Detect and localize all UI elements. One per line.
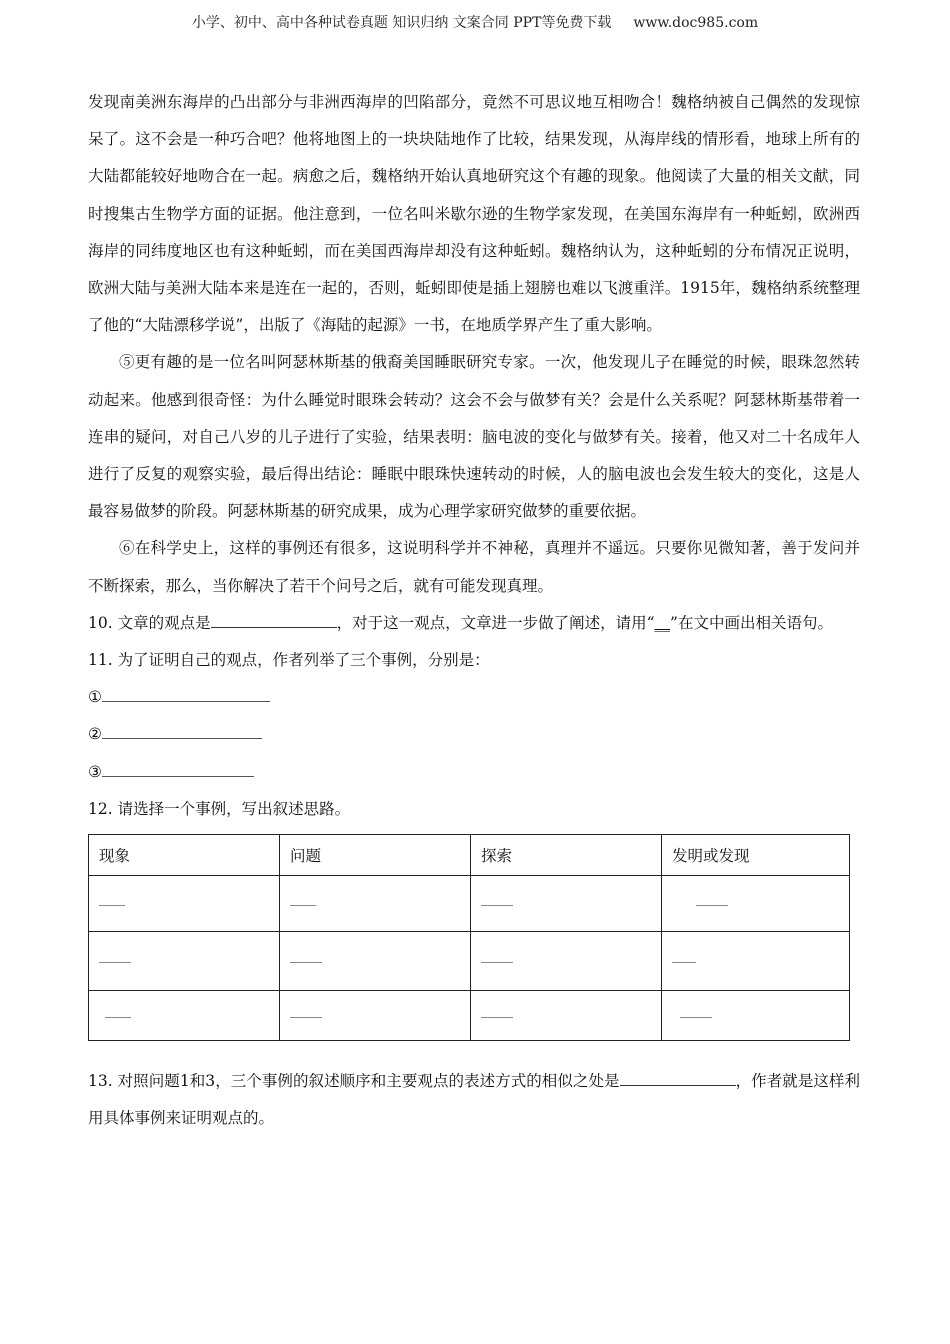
q10-suffix: ，对于这一观点，文章进一步做了阐述，请用“ <box>336 613 655 632</box>
q10-prefix: 10. 文章的观点是 <box>88 613 211 632</box>
header-text: 小学、初中、高中各种试卷真题 知识归纳 文案合同 PPT等免费下载 <box>191 15 612 31</box>
table-cell[interactable] <box>471 991 662 1041</box>
q13-answer-blank[interactable] <box>620 1084 736 1086</box>
table-row <box>89 991 850 1041</box>
q11-item-1 <box>88 679 860 716</box>
q11-item-2 <box>88 716 860 753</box>
narrative-table <box>88 834 850 1041</box>
question-10 <box>88 605 860 642</box>
table-cell[interactable] <box>662 932 850 991</box>
header-question: 问题 <box>280 835 471 876</box>
q11-item-2-label: ② <box>88 725 102 744</box>
table-cell[interactable] <box>89 876 280 932</box>
table-cell[interactable] <box>89 991 280 1041</box>
q11-item-3 <box>88 754 860 791</box>
page-header <box>0 12 950 32</box>
table-row <box>89 876 850 932</box>
q11-item-1-blank[interactable] <box>102 700 270 702</box>
table-row <box>89 932 850 991</box>
document-body <box>88 84 860 1137</box>
q11-item-3-label: ③ <box>88 762 102 781</box>
header-discovery: 发明或发现 <box>662 835 850 876</box>
header-phenomenon: 现象 <box>89 835 280 876</box>
paragraph-wegener: 发现南美洲东海岸的凸出部分与非洲西海岸的凹陷部分，竟然不可思议地互相吻合！魏格纳被自己偶然的发现惊呆了。这不会是一种巧合吧？他将地图上的一块块陆地作了比较，结果发现，从海岸线的情形看，地球上所有的大陆都能较好地吻合在一起。病愈之后，魏格纳开始认真地研究这个有趣的现象。他阅读了大量的相关文献，同时搜集古生物学方面的证据。他注意到，一位名叫米歇尔逊的生物学家发现，在美国东海岸有一种蚯蚓，欧洲西海岸的同纬度地区也有这种蚯蚓，而在美国西海岸却没有这种蚯蚓。魏格纳认为，这种蚯蚓的分布情况正说明，欧洲大陆与美洲大陆本来是连在一起的，否则，蚯蚓即使是插上翅膀也难以飞渡重洋。1915年，魏格纳系统整理了他的“大陆漂移学说”，出版了《海陆的起源》一书，在地质学界产生了重大影响。 <box>88 93 860 335</box>
table-cell[interactable] <box>280 932 471 991</box>
q11-item-2-blank[interactable] <box>102 737 262 739</box>
header-site[interactable]: www.doc985.com <box>633 15 759 31</box>
table-cell[interactable] <box>662 876 850 932</box>
paragraph-5: ⑤更有趣的是一位名叫阿瑟林斯基的俄裔美国睡眠研究专家。一次，他发现儿子在睡觉的时候，眼珠忽然转动起来。他感到很奇怪：为什么睡觉时眼珠会转动？这会不会与做梦有关？会是什么关系呢？阿瑟林斯基带着一连串的疑问，对自己八岁的儿子进行了实验，结果表明：脑电波的变化与做梦有关。接着，他又对二十名成年人进行了反复的观察实验，最后得出结论：睡眠中眼珠快速转动的时候，人的脑电波也会发生较大的变化，这是人最容易做梦的阶段。阿瑟林斯基的研究成果，成为心理学家研究做梦的重要依据。 <box>88 353 860 521</box>
q11-item-3-blank[interactable] <box>102 775 254 777</box>
question-12: 12. 请选择一个事例，写出叙述思路。 <box>88 799 351 818</box>
table-cell[interactable] <box>280 876 471 932</box>
table-cell[interactable] <box>471 876 662 932</box>
table-cell[interactable] <box>280 991 471 1041</box>
question-13 <box>88 1063 860 1137</box>
q11-item-1-label: ① <box>88 688 102 707</box>
table-cell[interactable] <box>471 932 662 991</box>
table-cell[interactable] <box>662 991 850 1041</box>
q13-prefix: 13. 对照问题1和3，三个事例的叙述顺序和主要观点的表述方式的相似之处是 <box>88 1072 620 1091</box>
table-header-row <box>89 835 850 876</box>
q10-answer-blank[interactable] <box>211 626 337 628</box>
header-exploration: 探索 <box>471 835 662 876</box>
question-11: 11. 为了证明自己的观点，作者列举了三个事例，分别是： <box>88 651 490 670</box>
q10-mark: __ <box>654 613 671 632</box>
q10-tail: ”在文中画出相关语句。 <box>670 613 833 632</box>
table-cell[interactable] <box>89 932 280 991</box>
q13-suffix: ，作者就是这样利用具体事例来证明观点的。 <box>88 1072 860 1128</box>
paragraph-6: ⑥在科学史上，这样的事例还有很多，这说明科学并不神秘，真理并不遥远。只要你见微知著，善于发问并不断探索，那么，当你解决了若干个问号之后，就有可能发现真理。 <box>88 539 860 595</box>
